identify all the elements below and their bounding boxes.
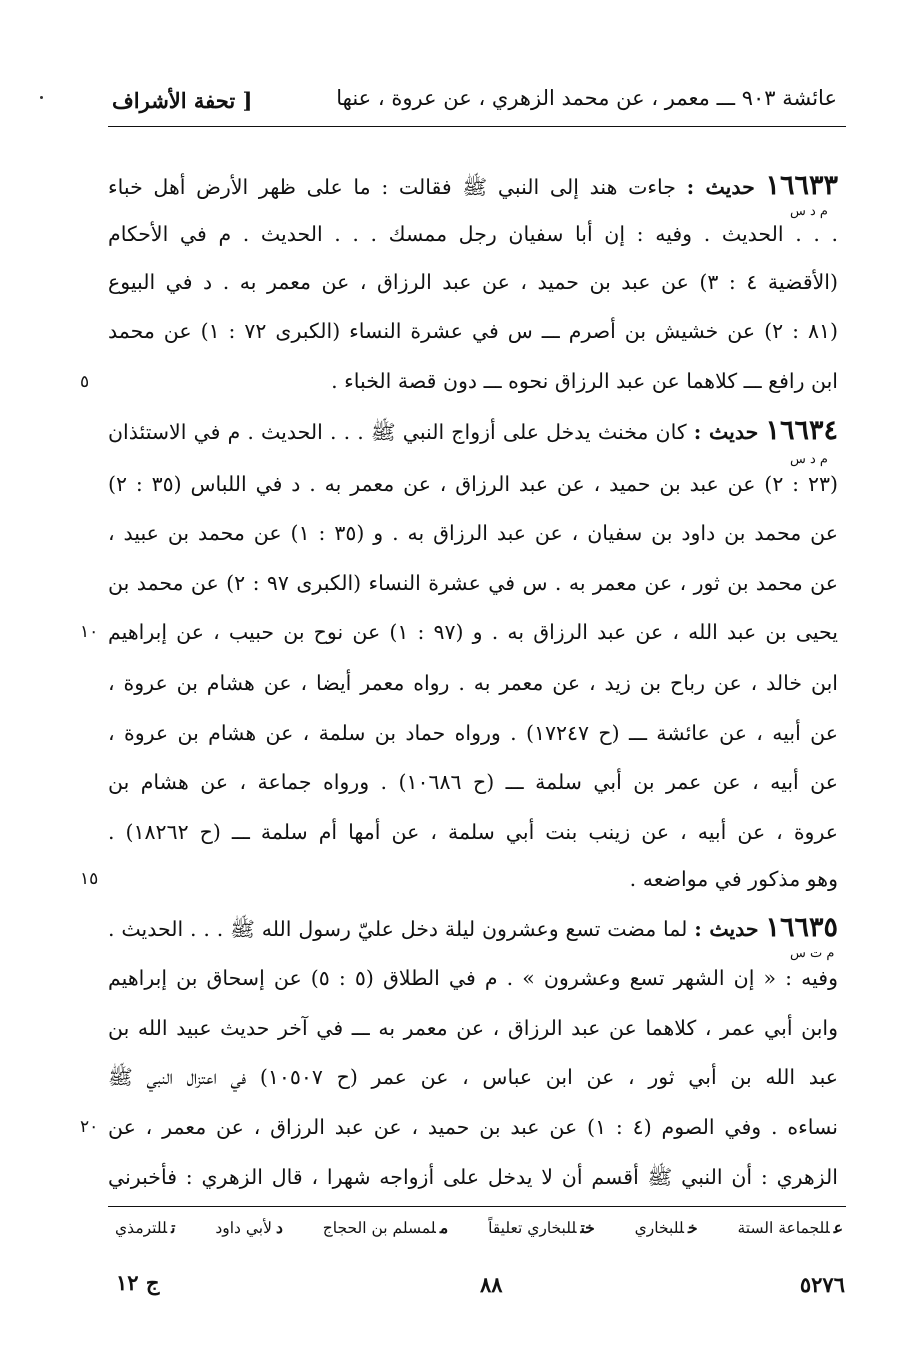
hadith-16634-line-1 — [108, 409, 838, 453]
footnote-rule — [108, 1206, 846, 1207]
abbrev-tirmidhi: تللترمذي — [115, 1218, 176, 1237]
running-header-book: [ تحفة الأشراف — [112, 88, 253, 113]
hadith-16634-line-7: عن أبيه ، عن عائشة ـــ (ح ١٧٢٤٧) . ورواه حماد بن سلمة ، عن هشام بن عروة ، — [108, 721, 838, 745]
hadith-16634-line-2: (٢٣ : ٢) عن عبد بن حميد ، عن عبد الرزاق ، عن معمر به . د في اللباس (٣٥ : ٢) — [108, 472, 838, 496]
hadith-text: كان مخنث يدخل على أزواج النبي ﷺ . . . الحديث . م في الاستئذان — [108, 420, 687, 444]
hadith-16635-line-5: نساءه . وفي الصوم (٤ : ١) عن عبد بن حميد ، عن عبد الرزاق ، عن معمر ، عن — [108, 1115, 838, 1139]
hadith-16634-line-3: عن محمد بن داود بن سفيان ، عن عبد الرزاق به . و (٣٥ : ١) عن محمد بن عبيد ، — [108, 521, 838, 545]
hadith-16634-line-5: يحيى بن عبد الله ، عن عبد الرزاق به . و (٩٧ : ١) عن نوح بن حبيب ، عن إبراهيم — [108, 620, 838, 644]
page-number: ٨٨ — [480, 1272, 503, 1297]
hadith-16633-line-1 — [108, 164, 838, 208]
abbrev-bukhari: خللبخاري — [634, 1218, 698, 1237]
hadith-16635-line-4: عبد الله بن أبي ثور ، عن ابن عباس ، عن عمر (ح ١٠٥٠٧) في اعتزال النبي ﷺ — [108, 1065, 838, 1089]
hadith-label: حديث : — [694, 917, 759, 941]
hadith-16635-line-2: وفيه : « إن الشهر تسع وعشرون » . م في الطلاق (٥ : ٥) عن إسحاق بن إبراهيم — [108, 966, 838, 990]
hadith-text: لما مضت تسع وعشرون ليلة دخل عليّ رسول الله ﷺ . . . الحديث . — [108, 917, 688, 941]
hadith-16634-line-10: وهو مذكور في مواضعه . — [629, 867, 838, 891]
scan-speck — [40, 96, 43, 99]
abbreviation-key — [115, 1218, 843, 1237]
hadith-text: جاءت هند إلى النبي ﷺ فقالت : ما على ظهر الأرض أهل خباء — [108, 175, 676, 199]
margin-line-number-5: ٥ — [80, 372, 90, 392]
hadith-number: ١٦٦٣٥ — [765, 912, 838, 943]
sigla-16633: م د س — [790, 204, 828, 219]
volume-number: ج ١٢ — [116, 1270, 160, 1295]
sigla-16634: م د س — [790, 452, 828, 467]
hadith-16633-line-2: . . . الحديث . وفيه : إن أبا سفيان رجل ممسك . . . الحديث . م في الأحكام — [108, 222, 838, 246]
hadith-16635-line-3: وابن أبي عمر ، كلاهما عن عبد الرزاق ، عن معمر به ـــ في آخر حديث عبيد الله بن — [108, 1016, 838, 1040]
running-header-title: عائشة ٩٠٣ ـــ معمر ، عن محمد الزهري ، عن عروة ، عنها — [336, 86, 837, 110]
margin-line-number-20: ٢٠ — [80, 1117, 99, 1137]
hadith-text: الزهري : أن النبي ﷺ أقسم أن لا يدخل على أزواجه شهرا ، قال الزهري : فأخبرني — [108, 1165, 838, 1189]
margin-line-number-15: ١٥ — [80, 869, 99, 889]
abbrev-bukhari-taliq: ختللبخاري تعليقاً — [488, 1218, 595, 1237]
hadith-16635-line-6 — [108, 1155, 838, 1199]
serial-number: ٥٢٧٦ — [799, 1272, 845, 1297]
hadith-16635-line-1 — [108, 906, 838, 950]
margin-line-number-10: ١٠ — [80, 622, 99, 642]
hadith-16633-line-5: ابن رافع ـــ كلاهما عن عبد الرزاق نحوه ـــ دون قصة الخباء . — [331, 369, 838, 393]
hadith-16633-line-4: (٨١ : ٢) عن خشيش بن أصرم ـــ س في عشرة النساء (الكبرى ٧٢ : ١) عن محمد — [108, 319, 838, 343]
hadith-number: ١٦٦٣٣ — [765, 170, 838, 201]
abbrev-jamaa: عللجماعة الستة — [737, 1218, 843, 1237]
hadith-16634-line-6: ابن خالد ، عن رباح بن زيد ، عن معمر به . رواه معمر أيضا ، عن هشام بن عروة ، — [108, 671, 838, 695]
abbrev-muslim: ملمسلم بن الحجاج — [322, 1218, 449, 1237]
sigla-16635: م ت س — [790, 946, 835, 961]
hadith-16634-line-9: عروة ، عن أبيه ، عن زينب بنت أبي سلمة ، عن أمها أم سلمة ـــ (ح ١٨٢٦٢) . — [108, 820, 838, 844]
hadith-label: حديث : — [686, 175, 755, 199]
hadith-16634-line-4: عن محمد بن ثور ، عن معمر به . س في عشرة النساء (الكبرى ٩٧ : ٢) عن محمد بن — [108, 571, 838, 595]
hadith-number: ١٦٦٣٤ — [765, 415, 838, 446]
hadith-16633-line-3: (الأقضية ٤ : ٣) عن عبد بن حميد ، عن عبد الرزاق ، عن معمر به . د في البيوع — [108, 270, 838, 294]
hadith-16634-line-8: عن أبيه ، عن عمر بن أبي سلمة ـــ (ح ١٠٦٨٦) . ورواه جماعة ، عن هشام بن — [108, 770, 838, 794]
abbrev-abu-dawud: دلأبي داود — [215, 1218, 283, 1237]
hadith-label: حديث : — [693, 420, 759, 444]
header-rule — [108, 126, 846, 127]
